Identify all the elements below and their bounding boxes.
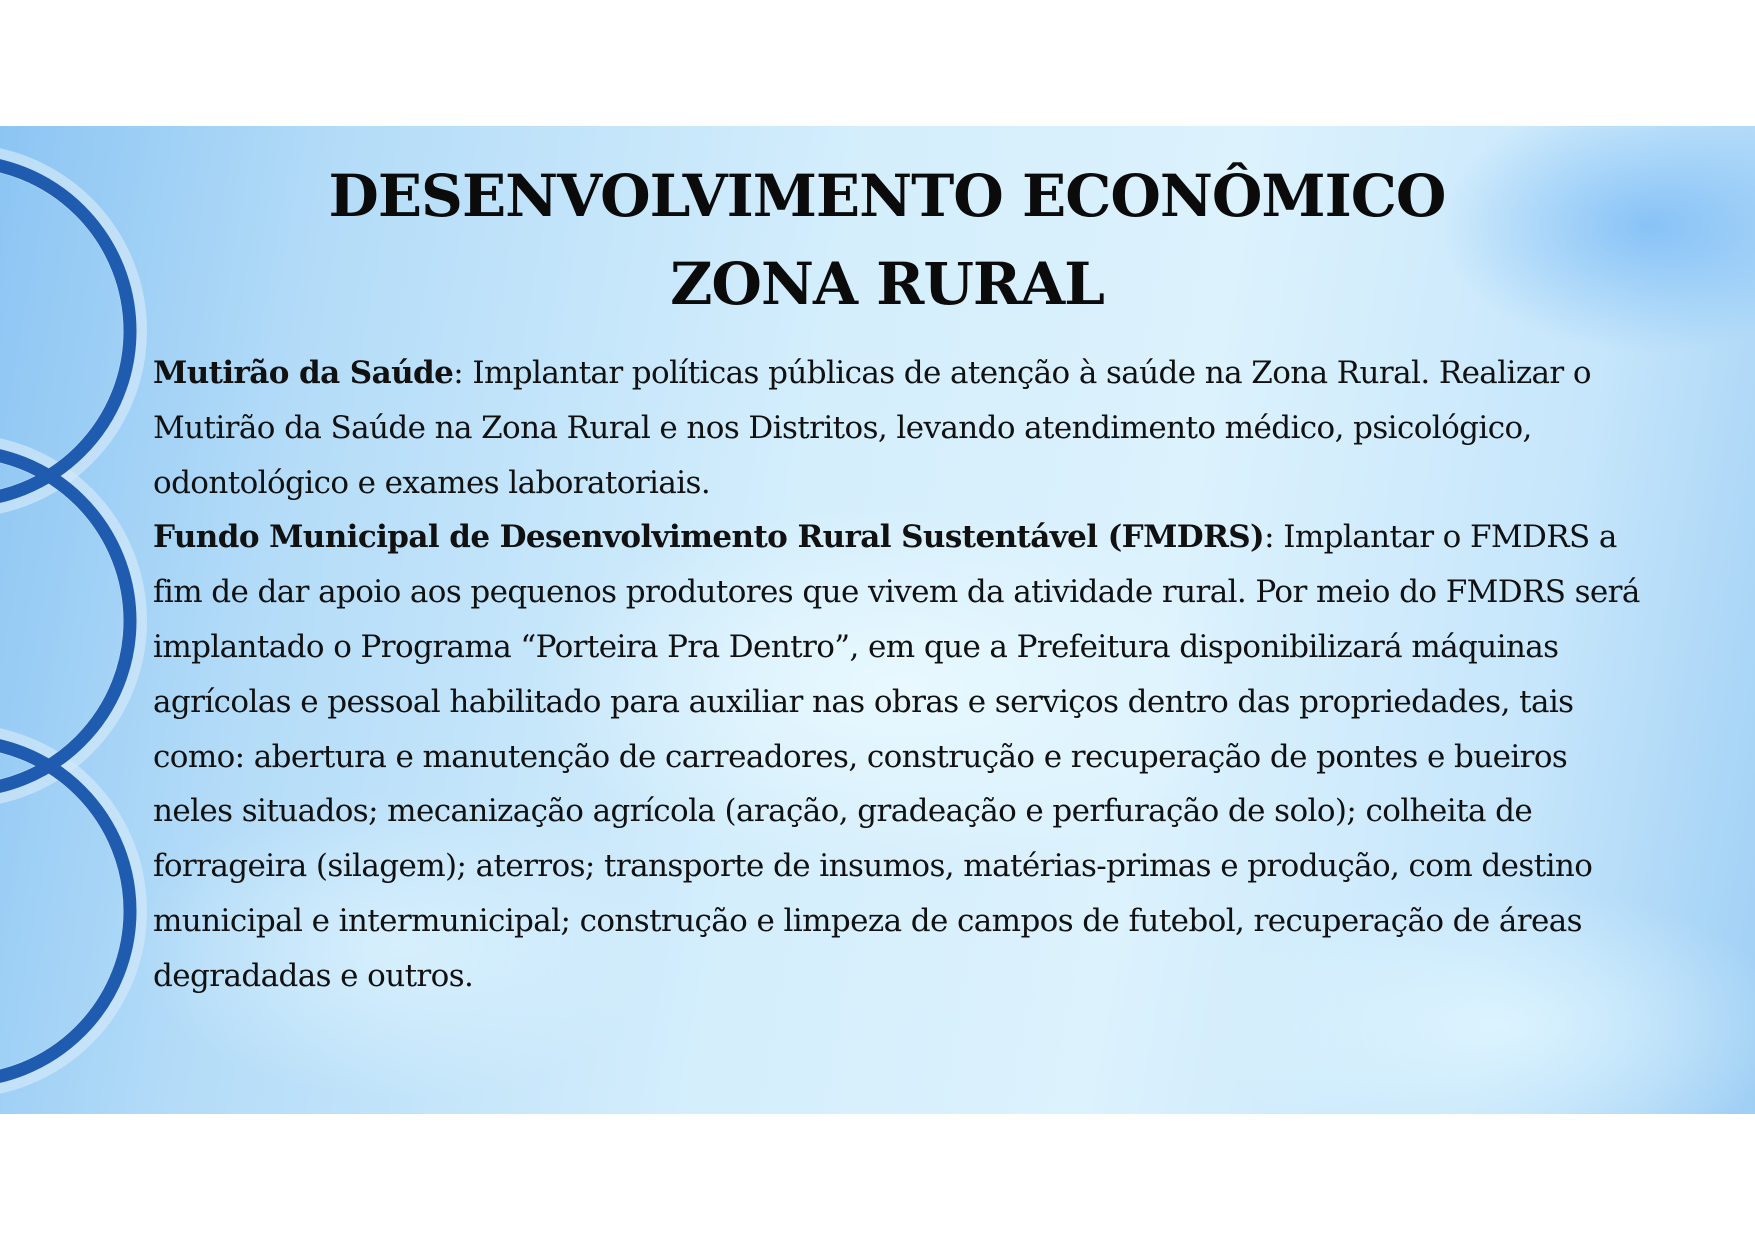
content-block <box>153 152 1653 1004</box>
section-separator: : <box>1264 519 1274 556</box>
section-heading-mutirao: Mutirão da Saúde <box>153 355 454 391</box>
body-paragraph <box>153 346 1653 1004</box>
section-text-fmdrs: Implantar o FMDRS a fim de dar apoio aos pequenos produtores que vivem da atividade rural. Por meio do FMDRS será implantado o Programa “Porteira Pra Dentro”, em que a Prefeitura disponibilizará máquinas agrícolas e pessoal habilitado para auxiliar nas obras e serviços dentro das propriedades, tais como: abertura e manutenção de carreadores, construção e recuperação de pontes e bueiros neles situados; mecanização agrícola (aração, gradeação e perfuração de solo); colheita de forrageira (silagem); aterros; transporte de insumos, matérias-primas e produção, com destino municipal e intermunicipal; construção e limpeza de campos de futebol, recuperação de áreas degradadas e outros. <box>153 519 1640 994</box>
title-line-1: DESENVOLVIMENTO ECONÔMICO <box>328 162 1446 230</box>
title-line-2: ZONA RURAL <box>670 250 1104 318</box>
section-separator: : <box>453 355 464 391</box>
section-heading-fmdrs: Fundo Municipal de Desenvolvimento Rural Sustentável (FMDRS) <box>153 519 1265 556</box>
decorative-rings-icon <box>0 126 160 1114</box>
page-title <box>153 152 1621 328</box>
blue-banner <box>0 126 1755 1114</box>
section-text-mutirao: Implantar políticas públicas de atenção à saúde na Zona Rural. Realizar o Mutirão da Saúde na Zona Rural e nos Distritos, levando atendimento médico, psicológico, odontológico e exames laboratoriais. <box>153 355 1591 501</box>
